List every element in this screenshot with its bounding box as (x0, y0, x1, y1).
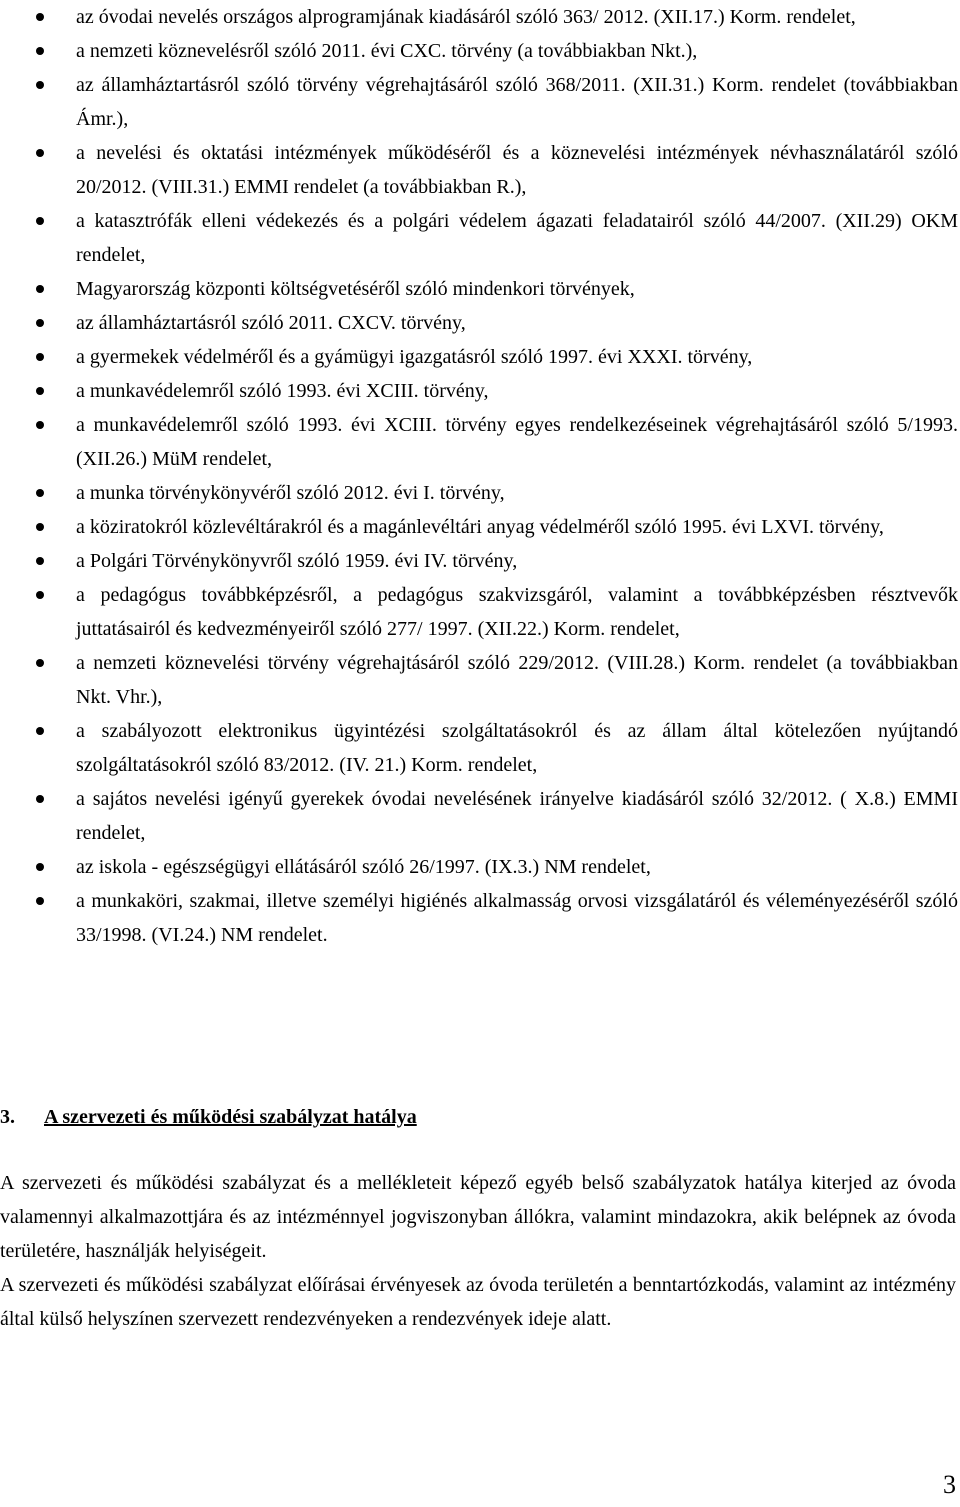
bullet-icon (36, 659, 44, 667)
list-item (0, 136, 960, 204)
list-item-text: a pedagógus továbbképzésről, a pedagógus szakvizsgáról, valamint a továbbképzésben résztvevők juttatásairól és kedvezményeiről szóló 277/ 1997. (XII.22.) Korm. rendelet, (76, 584, 958, 640)
bullet-icon (36, 863, 44, 871)
list-item (0, 544, 960, 578)
bullet-icon (36, 897, 44, 905)
list-item-text: a munkaköri, szakmai, illetve személyi higiénés alkalmasság orvosi vizsgálatáról és véleményezéséről szóló 33/1998. (VI.24.) NM rendelet. (76, 890, 958, 946)
page-number: 3 (943, 1470, 956, 1499)
list-item-text: a sajátos nevelési igényű gyerekek óvodai nevelésének irányelve kiadásáról szóló 32/2012. ( X.8.) EMMI rendelet, (76, 788, 958, 844)
list-item-text: a nemzeti köznevelésről szóló 2011. évi CXC. törvény (a továbbiakban Nkt.), (76, 40, 698, 62)
list-item-text: a munkavédelemről szóló 1993. évi XCIII. törvény egyes rendelkezéseinek végrehajtásáról szóló 5/1993. (XII.26.) MüM rendelet, (76, 414, 958, 470)
list-item (0, 204, 960, 272)
list-item-text: a munka törvénykönyvéről szóló 2012. évi I. törvény, (76, 482, 505, 504)
bullet-icon (36, 217, 44, 225)
section-body (0, 1166, 956, 1336)
list-item (0, 408, 960, 476)
list-item-text: a nemzeti köznevelési törvény végrehajtásáról szóló 229/2012. (VIII.28.) Korm. rendelet (a továbbiakban Nkt. Vhr.), (76, 652, 958, 708)
list-item (0, 374, 960, 408)
bullet-icon (36, 421, 44, 429)
bullet-icon (36, 285, 44, 293)
bullet-icon (36, 557, 44, 565)
list-item (0, 68, 960, 136)
list-item-text: a szabályozott elektronikus ügyintézési szolgáltatásokról és az állam által kötelezően nyújtandó szolgáltatásokról szóló 83/2012. (IV. 21.) Korm. rendelet, (76, 720, 958, 776)
list-item (0, 306, 960, 340)
list-item (0, 884, 960, 952)
paragraph: A szervezeti és működési szabályzat és a mellékleteit képező egyéb belső szabályzatok hatálya kiterjed az óvoda valamennyi alkalmazottjára és az intézménnyel jogviszonyban állókra, valamint mindazokra, akik belépnek az óvoda területére, használják helyiségeit. (0, 1172, 956, 1262)
bullet-icon (36, 47, 44, 55)
list-item-text: a köziratokról közlevéltárakról és a magánlevéltári anyag védelméről szóló 1995. évi LXVI. törvény, (76, 516, 884, 538)
bullet-icon (36, 387, 44, 395)
list-item (0, 0, 960, 34)
bullet-icon (36, 319, 44, 327)
bullet-icon (36, 149, 44, 157)
list-item-text: a katasztrófák elleni védekezés és a polgári védelem ágazati feladatairól szóló 44/2007. (XII.29) OKM rendelet, (76, 210, 958, 266)
list-item (0, 272, 960, 306)
section-heading (0, 1100, 417, 1134)
section-number: 3. (0, 1106, 15, 1128)
list-item-text: az államháztartásról szóló 2011. CXCV. törvény, (76, 312, 466, 334)
bullet-icon (36, 81, 44, 89)
list-item-text: a Polgári Törvénykönyvről szóló 1959. évi IV. törvény, (76, 550, 518, 572)
bullet-icon (36, 523, 44, 531)
list-item (0, 340, 960, 374)
list-item (0, 476, 960, 510)
paragraph: A szervezeti és működési szabályzat előírásai érvényesek az óvoda területén a benntartózkodás, valamint az intézmény által külső helyszínen szervezett rendezvényeken a rendezvények ideje alatt. (0, 1274, 956, 1330)
list-item-text: a gyermekek védelméről és a gyámügyi igazgatásról szóló 1997. évi XXXI. törvény, (76, 346, 753, 368)
bullet-icon (36, 489, 44, 497)
list-item (0, 510, 960, 544)
list-item (0, 578, 960, 646)
bullet-icon (36, 13, 44, 21)
section-title: A szervezeti és működési szabályzat hatálya (44, 1106, 417, 1128)
list-item-text: a nevelési és oktatási intézmények működéséről és a köznevelési intézmények névhasználatáról szóló 20/2012. (VIII.31.) EMMI rendelet (a továbbiakban R.), (76, 142, 958, 198)
list-item-text: az iskola - egészségügyi ellátásáról szóló 26/1997. (IX.3.) NM rendelet, (76, 856, 651, 878)
list-item (0, 714, 960, 782)
list-item (0, 646, 960, 714)
list-item-text: Magyarország központi költségvetéséről szóló mindenkori törvények, (76, 278, 635, 300)
list-item-text: az államháztartásról szóló törvény végrehajtásáról szóló 368/2011. (XII.31.) Korm. rendelet (továbbiakban Ámr.), (76, 74, 958, 130)
list-item-text: a munkavédelemről szóló 1993. évi XCIII. törvény, (76, 380, 489, 402)
bullet-icon (36, 795, 44, 803)
list-item-text: az óvodai nevelés országos alprogramjának kiadásáról szóló 363/ 2012. (XII.17.) Korm. rendelet, (76, 6, 856, 28)
list-item (0, 34, 960, 68)
list-item (0, 850, 960, 884)
bullet-icon (36, 727, 44, 735)
bullet-icon (36, 591, 44, 599)
list-item (0, 782, 960, 850)
bullet-icon (36, 353, 44, 361)
